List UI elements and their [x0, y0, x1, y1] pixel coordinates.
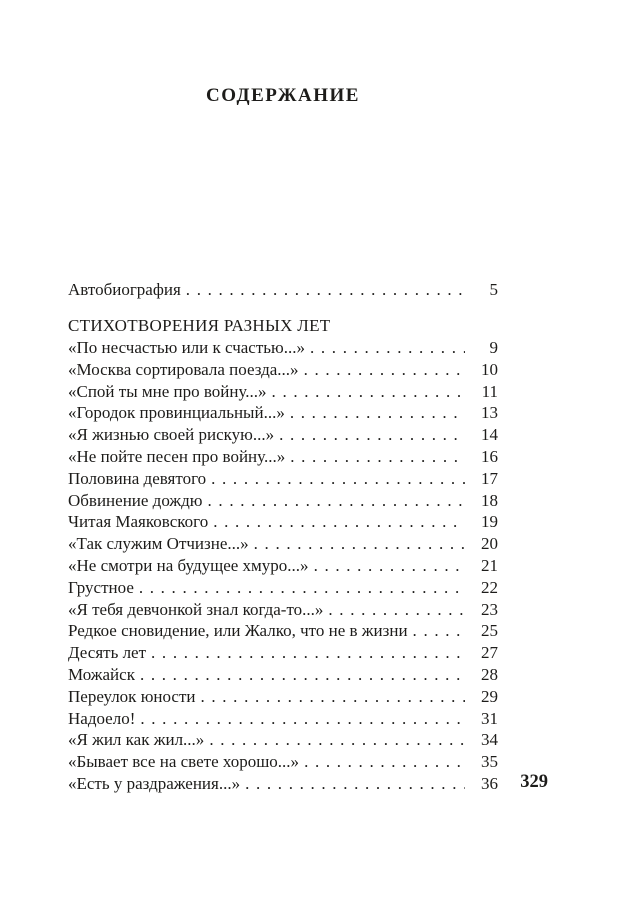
dot-leader — [140, 664, 465, 686]
entry-page-number: 14 — [481, 425, 498, 445]
toc-entry — [68, 381, 498, 403]
entry-title: Половина девятого — [68, 468, 207, 488]
dot-leader — [290, 446, 465, 468]
entry-page-number: 21 — [481, 556, 498, 576]
entry-page-number: 34 — [481, 730, 498, 750]
entry-page-number: 36 — [481, 774, 498, 794]
entry-title: Переулок юности — [68, 686, 196, 706]
book-page-number: 329 — [520, 772, 548, 792]
entry-page-number: 35 — [481, 752, 498, 772]
toc-entry — [68, 729, 498, 751]
toc-entry — [68, 468, 498, 490]
entry-title: «Спой ты мне про войну...» — [68, 381, 267, 401]
entry-title: Обвинение дождю — [68, 490, 203, 510]
toc-entry — [68, 402, 498, 424]
toc-entry — [68, 279, 498, 301]
toc-entry — [68, 555, 498, 577]
entry-page-number: 23 — [481, 599, 498, 619]
entry-page-number: 31 — [481, 708, 498, 728]
dot-leader — [413, 620, 465, 642]
dot-leader — [272, 381, 465, 403]
entry-page-number: 19 — [481, 512, 498, 532]
entry-title: Надоело! — [68, 708, 136, 728]
entry-page-number: 20 — [481, 534, 498, 554]
toc-entry — [68, 533, 498, 555]
dot-leader — [200, 686, 465, 708]
entry-title: Можайск — [68, 665, 135, 685]
dot-leader — [304, 751, 465, 773]
toc-entry — [68, 577, 498, 599]
toc-entry — [68, 664, 498, 686]
entry-page-number: 25 — [481, 621, 498, 641]
entry-title: Десять лет — [68, 643, 147, 663]
entry-title: Редкое сновидение, или Жалко, что не в жизни — [68, 621, 408, 641]
toc-entry — [68, 490, 498, 512]
entry-page-number: 9 — [489, 338, 498, 358]
dot-leader — [290, 402, 465, 424]
toc-entry — [68, 708, 498, 730]
dot-leader — [151, 642, 465, 664]
entry-title: «Городок провинциальный...» — [68, 403, 285, 423]
entry-title: «Москва сортировала поезда...» — [68, 359, 299, 379]
dot-leader — [304, 359, 465, 381]
toc-entry — [68, 359, 498, 381]
entry-title: «По несчастью или к счастью...» — [68, 338, 305, 358]
entry-title: «Я жил как жил...» — [68, 730, 205, 750]
dot-leader — [208, 490, 465, 512]
toc-entry — [68, 424, 498, 446]
entry-title: СТИХОТВОРЕНИЯ РАЗНЫХ ЛЕТ — [68, 316, 331, 336]
toc-entry — [68, 642, 498, 664]
entry-page-number: 29 — [481, 686, 498, 706]
toc-section-heading — [68, 315, 498, 337]
entry-title: Читая Маяковского — [68, 512, 209, 532]
entry-page-number: 16 — [481, 447, 498, 467]
entry-page-number: 5 — [489, 280, 498, 299]
entry-title: Автобиография — [68, 280, 181, 299]
dot-leader — [328, 599, 465, 621]
dot-leader — [314, 555, 465, 577]
toc-list — [68, 279, 498, 795]
entry-page-number: 18 — [481, 490, 498, 510]
dot-leader — [209, 729, 465, 751]
entry-page-number: 22 — [481, 577, 498, 597]
toc-entry — [68, 773, 498, 795]
toc-entry — [68, 599, 498, 621]
dot-leader — [310, 337, 465, 359]
entry-title: Грустное — [68, 577, 134, 597]
entry-title: «Не пойте песен про войну...» — [68, 447, 286, 467]
dot-leader — [279, 424, 465, 446]
entry-page-number: 28 — [481, 665, 498, 685]
dot-leader — [186, 279, 465, 301]
toc-entry — [68, 446, 498, 468]
entry-page-number: 27 — [481, 643, 498, 663]
dot-leader — [245, 773, 465, 795]
dot-leader — [211, 468, 465, 490]
entry-title: «Я жизнью своей рискую...» — [68, 425, 275, 445]
entry-title: «Так служим Отчизне...» — [68, 534, 249, 554]
entry-title: «Бывает все на свете хорошо...» — [68, 752, 300, 772]
entry-page-number: 13 — [481, 403, 498, 423]
page-title: СОДЕРЖАНИЕ — [206, 85, 360, 106]
entry-page-number: 10 — [481, 359, 498, 379]
toc-entry — [68, 511, 498, 533]
entry-title: «Не смотри на будущее хмуро...» — [68, 556, 309, 576]
dot-leader — [139, 577, 465, 599]
entry-title: «Есть у раздражения...» — [68, 774, 241, 794]
toc-entry — [68, 337, 498, 359]
entry-page-number: 17 — [481, 468, 498, 488]
dot-leader — [140, 708, 465, 730]
toc-entry — [68, 686, 498, 708]
dot-leader — [254, 533, 465, 555]
entry-page-number: 11 — [481, 381, 498, 401]
entry-title: «Я тебя девчонкой знал когда-то...» — [68, 599, 324, 619]
dot-leader — [213, 511, 465, 533]
toc-entry — [68, 751, 498, 773]
toc-entry — [68, 620, 498, 642]
